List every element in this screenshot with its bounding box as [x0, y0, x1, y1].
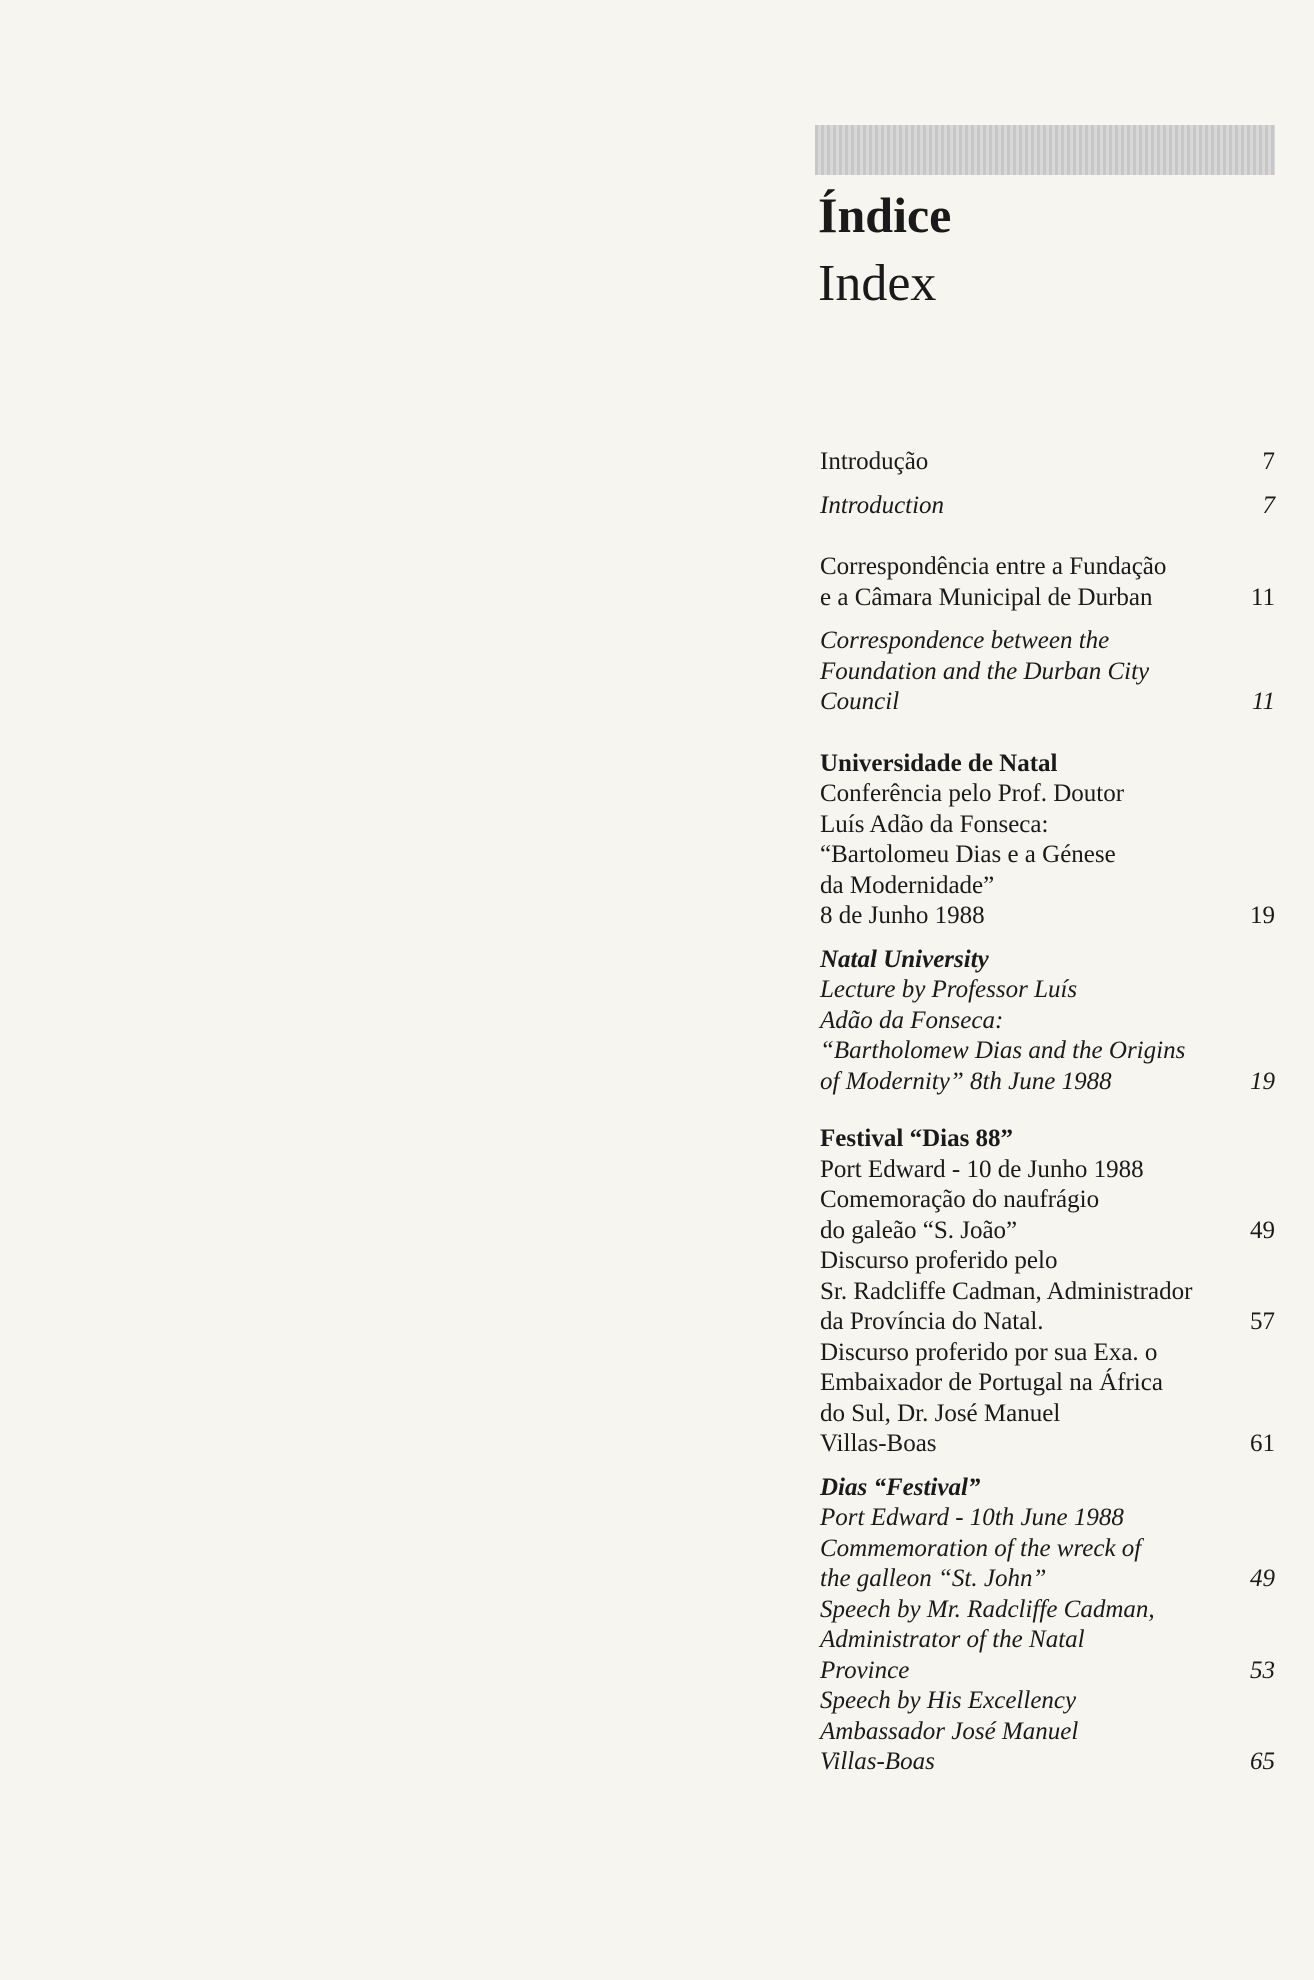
toc-entry-discurso-embaixador[interactable] — [820, 1338, 1275, 1460]
table-of-contents — [820, 447, 1275, 1778]
toc-entry-line: Comemoração do naufrágio — [820, 1186, 1100, 1213]
toc-entry-line: Speech by Mr. Radcliffe Cadman, — [820, 1595, 1155, 1623]
toc-entry-text: Introdução — [820, 448, 929, 475]
toc-entry-line: Luís Adão da Fonseca: — [820, 810, 1049, 838]
toc-entry-line: Foundation and the Durban City — [820, 657, 1150, 685]
toc-section-heading: Festival “Dias 88” — [820, 1125, 1014, 1152]
toc-entry-line: Villas-Boas — [820, 1430, 937, 1457]
toc-entry-line: of Modernity” 8th June 1988 — [820, 1067, 1112, 1095]
toc-entry-natal-university[interactable] — [820, 945, 1275, 1098]
toc-section-heading: Universidade de Natal — [820, 749, 1058, 777]
toc-entry-line: Conferência pelo Prof. Doutor — [820, 780, 1125, 807]
toc-entry-line: Correspondência entre a Fundação — [820, 553, 1167, 580]
toc-entry-line: Sr. Radcliffe Cadman, Administrador — [820, 1277, 1193, 1305]
toc-page-number: 65 — [1250, 1748, 1275, 1775]
toc-entry-line: Administrator of the Natal — [820, 1626, 1085, 1653]
toc-entry-naufragio[interactable] — [820, 1185, 1275, 1246]
toc-entry-line: Port Edward - 10 de Junho 1988 — [820, 1155, 1144, 1183]
toc-entry-line: Province — [820, 1656, 910, 1684]
toc-entry-line: Correspondence between the — [820, 627, 1110, 654]
toc-page-number: 19 — [1250, 902, 1275, 929]
toc-entry-line: Adão da Fonseca: — [820, 1006, 1004, 1034]
toc-entry-line: Commemoration of the wreck of — [820, 1534, 1142, 1562]
toc-entry-line: Ambassador José Manuel — [820, 1717, 1079, 1745]
toc-entry-correspondence[interactable] — [820, 626, 1275, 718]
toc-page-number: 61 — [1250, 1430, 1275, 1457]
toc-entry-line: “Bartholomew Dias and the Origins — [820, 1037, 1186, 1064]
toc-page-number: 11 — [1250, 583, 1275, 611]
toc-section-heading: Dias “Festival” — [820, 1473, 981, 1501]
page-title-en: Index — [818, 255, 937, 312]
toc-entry-introducao[interactable] — [820, 447, 1275, 478]
toc-entry-speech-ambassador[interactable] — [820, 1686, 1275, 1778]
toc-entry-line: da Província do Natal. — [820, 1308, 1044, 1335]
toc-entry-line: do galeão “S. João” — [820, 1216, 1018, 1244]
toc-page-number: 57 — [1250, 1308, 1275, 1335]
toc-entry-universidade[interactable] — [820, 749, 1275, 932]
toc-entry-introduction[interactable] — [820, 491, 1275, 522]
toc-page-number: 49 — [1250, 1565, 1275, 1592]
toc-entry-line: Port Edward - 10th June 1988 — [820, 1504, 1124, 1531]
page-title-pt: Índice — [818, 187, 952, 243]
toc-entry-line: e a Câmara Municipal de Durban — [820, 583, 1153, 611]
toc-section-heading: Natal University — [820, 945, 989, 973]
toc-entry-discurso-cadman[interactable] — [820, 1246, 1275, 1338]
toc-entry-line: Lecture by Professor Luís — [820, 976, 1078, 1003]
toc-page-number: 11 — [1251, 688, 1275, 715]
toc-entry-line: do Sul, Dr. José Manuel — [820, 1399, 1061, 1427]
toc-entry-line: Discurso proferido por sua Exa. o — [820, 1338, 1158, 1366]
toc-entry-line: the galleon “St. John” — [820, 1565, 1047, 1592]
toc-entry-wreck[interactable] — [820, 1534, 1275, 1595]
toc-page-number: 53 — [1250, 1656, 1275, 1684]
toc-entry-line: “Bartolomeu Dias e a Génese — [820, 841, 1116, 868]
toc-entry-line: 8 de Junho 1988 — [820, 902, 985, 929]
toc-page-number: 7 — [1262, 491, 1275, 519]
toc-entry-line: Discurso proferido pelo — [820, 1247, 1058, 1274]
toc-entry-line: Speech by His Excellency — [820, 1687, 1077, 1714]
toc-entry-correspondencia[interactable] — [820, 552, 1275, 613]
toc-page-number: 49 — [1250, 1216, 1275, 1244]
toc-entry-text: Introduction — [820, 491, 945, 519]
toc-entry-line: Council — [820, 688, 900, 715]
toc-page-number: 7 — [1262, 448, 1275, 475]
toc-entry-line: da Modernidade” — [820, 871, 995, 899]
toc-entry-line: Villas-Boas — [820, 1748, 935, 1775]
toc-page-number: 19 — [1250, 1067, 1275, 1095]
toc-entry-speech-cadman[interactable] — [820, 1595, 1275, 1687]
toc-entry-line: Embaixador de Portugal na África — [820, 1369, 1163, 1396]
header-decorative-band — [815, 125, 1275, 175]
